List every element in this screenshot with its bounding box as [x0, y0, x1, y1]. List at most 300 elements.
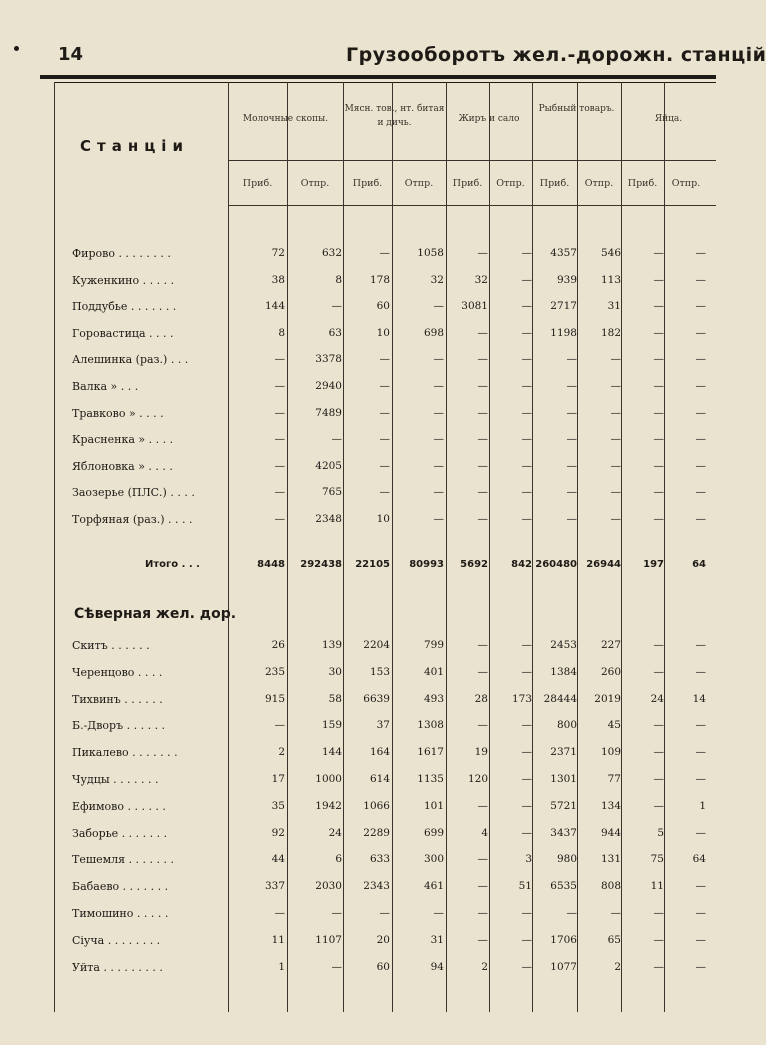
cell: 5 — [657, 826, 664, 839]
subheader-arrived: Приб. — [452, 178, 483, 189]
cell: — — [610, 486, 621, 499]
table-row — [0, 429, 716, 453]
cell: 6639 — [363, 692, 390, 705]
cell: — — [610, 433, 621, 446]
cell: — — [695, 459, 706, 472]
cell: 45 — [607, 719, 621, 732]
table-row — [0, 635, 716, 659]
cell: — — [477, 665, 488, 678]
cell: — — [610, 513, 621, 525]
group-header-eggs: Яйца. — [654, 114, 683, 124]
cell: — — [521, 380, 532, 392]
cell: — — [433, 380, 444, 392]
cell: 32 — [430, 273, 444, 286]
group-header-fat: Жиръ и сало — [458, 114, 520, 124]
cell: — — [477, 433, 488, 446]
station-name: Чудцы . . . . . . . — [72, 773, 159, 786]
cell: — — [477, 380, 488, 392]
cell: — — [331, 960, 342, 973]
cell: — — [695, 639, 706, 651]
cell: 8 — [278, 326, 285, 339]
cell: — — [695, 300, 706, 313]
cell: 101 — [423, 799, 444, 812]
cell: — — [695, 380, 706, 392]
cell: 1942 — [315, 799, 342, 812]
cell: — — [521, 353, 532, 366]
station-name: Травково » . . . . — [72, 406, 164, 420]
cell: 26 — [271, 639, 285, 651]
cell: — — [477, 880, 488, 893]
cell: 2019 — [594, 692, 621, 705]
cell: — — [521, 300, 532, 313]
cell: — — [477, 486, 488, 499]
station-name: Бабаево . . . . . . . — [72, 880, 169, 894]
cell: — — [521, 665, 532, 678]
cell: — — [653, 513, 664, 525]
table-row — [0, 930, 716, 954]
cell: 3378 — [315, 353, 342, 366]
cell: — — [521, 907, 532, 919]
cell: 7489 — [315, 406, 342, 419]
table-row — [0, 296, 716, 320]
cell: — — [610, 406, 621, 419]
station-name: Фирово . . . . . . . . — [72, 247, 171, 260]
cell: 64 — [692, 853, 706, 866]
cell: 614 — [369, 773, 390, 785]
cell: 944 — [600, 826, 621, 839]
cell: — — [566, 406, 577, 419]
cell: — — [653, 799, 664, 812]
cell: 1384 — [550, 665, 577, 678]
cell: 30 — [328, 665, 342, 678]
cell: — — [653, 300, 664, 313]
cell: 17 — [271, 773, 285, 785]
group-header-dairy: Молочные скопы. — [242, 114, 329, 124]
cell: — — [379, 353, 390, 366]
station-name: Пикалево . . . . . . . — [72, 746, 178, 760]
cell: 182 — [600, 326, 621, 339]
cell: — — [695, 486, 706, 499]
cell: — — [331, 300, 342, 313]
cell: — — [653, 273, 664, 286]
cell: — — [331, 907, 342, 919]
cell: 227 — [600, 639, 621, 651]
cell: 2371 — [550, 746, 577, 759]
cell: 699 — [423, 826, 444, 839]
table-row — [0, 796, 716, 820]
cell: 3437 — [550, 826, 577, 839]
cell: 1000 — [315, 773, 342, 785]
cell: 26944 — [586, 559, 621, 570]
cell: — — [521, 513, 532, 525]
cell: — — [521, 933, 532, 946]
station-name: Тимошино . . . . . — [72, 907, 169, 920]
cell: 6 — [335, 853, 342, 866]
cell: 1706 — [550, 933, 577, 946]
cell: 10 — [376, 326, 390, 339]
cell: — — [477, 353, 488, 366]
cell: 38 — [271, 273, 285, 286]
cell: — — [610, 380, 621, 392]
table-row — [0, 662, 716, 686]
table-row — [0, 403, 716, 427]
cell: — — [653, 433, 664, 446]
cell: 765 — [321, 486, 342, 499]
cell: 1308 — [417, 719, 444, 732]
cell: — — [477, 247, 488, 259]
cell: 51 — [518, 880, 532, 893]
cell: 980 — [556, 853, 577, 866]
cell: 915 — [264, 692, 285, 705]
cell: — — [653, 247, 664, 259]
cell: 2717 — [550, 300, 577, 313]
table-row — [0, 876, 716, 900]
binding-hole-mark — [14, 46, 19, 51]
cell: — — [566, 459, 577, 472]
cell: — — [695, 880, 706, 893]
cell: — — [477, 907, 488, 919]
table-row — [0, 323, 716, 347]
cell: — — [433, 513, 444, 525]
cell: 153 — [369, 665, 390, 678]
cell: 20 — [376, 933, 390, 946]
total-label: Итого . . . — [145, 559, 200, 570]
station-name: Заозерье (ПЛС.) . . . . — [72, 486, 195, 500]
cell: — — [433, 907, 444, 919]
cell: 37 — [376, 719, 390, 732]
cell: 401 — [423, 665, 444, 678]
group-header-meat: Мясн. тов., нт. битая и дичь. — [344, 104, 445, 128]
cell: — — [695, 746, 706, 759]
subheader-shipped: Отпр. — [300, 178, 330, 189]
cell: 197 — [643, 559, 664, 570]
cell: 2204 — [363, 639, 390, 651]
station-name: Красненка » . . . . — [72, 433, 174, 447]
cell: 235 — [264, 665, 285, 678]
table-row — [0, 509, 716, 533]
cell: 77 — [607, 773, 621, 785]
cell: 109 — [600, 746, 621, 759]
cell: — — [379, 486, 390, 499]
station-name: Валка » . . . — [72, 380, 139, 393]
cell: 144 — [264, 300, 285, 313]
cell: — — [433, 433, 444, 446]
cell: — — [477, 799, 488, 812]
cell: 28 — [474, 692, 488, 705]
cell: — — [379, 247, 390, 259]
cell: — — [695, 933, 706, 946]
cell: — — [695, 960, 706, 973]
cell: — — [653, 665, 664, 678]
cell: 1198 — [550, 326, 577, 339]
station-name: Куженкино . . . . . — [72, 273, 175, 287]
station-name: Скитъ . . . . . . — [72, 639, 150, 652]
cell: — — [521, 406, 532, 419]
cell: 698 — [423, 326, 444, 339]
cell: — — [379, 459, 390, 472]
cell: 1617 — [417, 746, 444, 759]
cell: — — [610, 459, 621, 472]
cell: 2453 — [550, 639, 577, 651]
station-name: Ефимово . . . . . . — [72, 799, 166, 813]
cell: — — [566, 907, 577, 919]
station-name: Уйта . . . . . . . . . — [72, 960, 163, 974]
cell: 64 — [692, 559, 706, 570]
cell: — — [695, 247, 706, 259]
cell: — — [433, 353, 444, 366]
cell: 58 — [328, 692, 342, 705]
table-row — [0, 823, 716, 847]
cell: 2348 — [315, 513, 342, 525]
cell: — — [433, 486, 444, 499]
cell: 1066 — [363, 799, 390, 812]
cell: 72 — [271, 247, 285, 259]
cell: — — [610, 907, 621, 919]
cell: 461 — [423, 880, 444, 893]
subheader-arrived: Приб. — [627, 178, 658, 189]
cell: 11 — [271, 933, 285, 946]
cell: — — [566, 433, 577, 446]
cell: — — [521, 486, 532, 499]
cell: — — [521, 273, 532, 286]
subheader-shipped: Отпр. — [404, 178, 434, 189]
cell: — — [477, 326, 488, 339]
cell: 5721 — [550, 799, 577, 812]
cell: 44 — [271, 853, 285, 866]
page-number: 14 — [58, 44, 84, 65]
stations-column-header: Станціи — [80, 137, 189, 155]
cell: — — [379, 433, 390, 446]
cell: 94 — [430, 960, 444, 973]
cell: — — [521, 826, 532, 839]
cell: 28444 — [543, 692, 577, 705]
cell: 1301 — [550, 773, 577, 785]
cell: — — [566, 513, 577, 525]
cell: 300 — [423, 853, 444, 866]
cell: 2030 — [315, 880, 342, 893]
cell: — — [695, 665, 706, 678]
subheader-shipped: Отпр. — [496, 178, 525, 189]
cell: — — [653, 486, 664, 499]
group-header-fish: Рыбный товаръ. — [538, 104, 615, 114]
station-name: Торфяная (раз.) . . . . — [72, 513, 193, 526]
cell: — — [379, 406, 390, 419]
cell: — — [274, 719, 285, 732]
cell: 22105 — [355, 559, 390, 570]
cell: 164 — [369, 746, 390, 759]
cell: — — [477, 719, 488, 732]
cell: — — [521, 459, 532, 472]
cell: 546 — [600, 247, 621, 259]
cell: — — [477, 513, 488, 525]
subheader-shipped: Отпр. — [671, 178, 701, 189]
cell: 4 — [481, 826, 488, 839]
station-name: Тешемля . . . . . . . — [72, 853, 175, 867]
table-row — [0, 482, 716, 506]
cell: — — [521, 433, 532, 446]
cell: — — [521, 719, 532, 732]
cell: — — [433, 300, 444, 313]
table-row — [0, 349, 716, 373]
cell: — — [433, 459, 444, 472]
cell: — — [477, 853, 488, 866]
cell: 800 — [556, 719, 577, 732]
cell: 808 — [600, 880, 621, 893]
header-rule-thick — [40, 75, 716, 79]
cell: 11 — [650, 880, 664, 893]
table-row — [0, 456, 716, 480]
cell: — — [695, 406, 706, 419]
cell: — — [695, 513, 706, 525]
table-row — [0, 742, 716, 766]
cell: 14 — [692, 692, 706, 705]
station-name: Черенцово . . . . — [72, 665, 163, 679]
station-name: Б.-Дворъ . . . . . . — [72, 719, 166, 733]
cell: 31 — [607, 300, 621, 313]
cell: — — [477, 406, 488, 419]
cell: — — [653, 719, 664, 732]
cell: 2289 — [363, 826, 390, 839]
cell: — — [653, 326, 664, 339]
cell: 80993 — [409, 559, 444, 570]
subheader-arrived: Приб. — [242, 178, 273, 189]
cell: 35 — [271, 799, 285, 812]
table-row — [0, 243, 716, 267]
cell: — — [274, 433, 285, 446]
cell: — — [521, 247, 532, 259]
table-row — [0, 689, 716, 713]
cell: — — [274, 459, 285, 472]
cell: 1 — [278, 960, 285, 973]
cell: 2 — [481, 960, 488, 973]
cell: — — [653, 459, 664, 472]
cell: 24 — [650, 692, 664, 705]
cell: — — [653, 639, 664, 651]
cell: — — [433, 406, 444, 419]
cell: 842 — [511, 559, 532, 570]
cell: 4205 — [315, 459, 342, 472]
cell: 19 — [474, 746, 488, 759]
cell: 2343 — [363, 880, 390, 893]
cell: — — [653, 406, 664, 419]
cell: — — [695, 719, 706, 732]
table-row — [0, 270, 716, 294]
section-title: Сѣверная жел. дор. — [74, 606, 237, 622]
cell: — — [521, 639, 532, 651]
cell: 173 — [511, 692, 532, 705]
table-row — [0, 376, 716, 400]
station-name: Тихвинъ . . . . . . — [72, 692, 163, 706]
cell: 1 — [699, 799, 706, 812]
cell: 75 — [650, 853, 664, 866]
cell: 939 — [556, 273, 577, 286]
cell: — — [379, 380, 390, 392]
subheader-shipped: Отпр. — [584, 178, 614, 189]
cell: 113 — [600, 273, 621, 286]
cell: — — [274, 486, 285, 499]
cell: 3081 — [461, 300, 488, 313]
cell: 337 — [264, 880, 285, 893]
page-title: Грузооборотъ жел.-дорожн. станцій — [346, 44, 766, 66]
cell: — — [653, 746, 664, 759]
cell: — — [379, 907, 390, 919]
station-name: Поддубье . . . . . . . — [72, 300, 177, 314]
cell: — — [695, 826, 706, 839]
cell: — — [566, 380, 577, 392]
cell: 632 — [321, 247, 342, 259]
station-name: Сіуча . . . . . . . . — [72, 933, 161, 947]
cell: 1107 — [315, 933, 342, 946]
cell: 1058 — [417, 247, 444, 259]
cell: — — [610, 353, 621, 366]
cell: — — [274, 907, 285, 919]
cell: 134 — [600, 799, 621, 812]
subheader-arrived: Приб. — [352, 178, 383, 189]
cell: 178 — [369, 273, 390, 286]
cell: — — [653, 907, 664, 919]
cell: — — [695, 326, 706, 339]
cell: 5692 — [460, 559, 488, 570]
cell: 3 — [525, 853, 532, 866]
cell: 60 — [376, 960, 390, 973]
cell: 131 — [600, 853, 621, 866]
cell: 8448 — [257, 559, 285, 570]
cell: 2 — [614, 960, 621, 973]
cell: — — [274, 513, 285, 525]
cell: — — [274, 406, 285, 419]
cell: — — [653, 353, 664, 366]
subheader-arrived: Приб. — [539, 178, 570, 189]
cell: 2940 — [315, 380, 342, 392]
cell: — — [653, 773, 664, 785]
table-row — [0, 849, 716, 873]
table-row — [0, 715, 716, 739]
cell: — — [477, 459, 488, 472]
cell: 6535 — [550, 880, 577, 893]
cell: — — [566, 486, 577, 499]
cell: 799 — [423, 639, 444, 651]
table-row-total — [0, 555, 716, 579]
cell: 8 — [335, 273, 342, 286]
cell: 31 — [430, 933, 444, 946]
cell: — — [331, 433, 342, 446]
table-row — [0, 769, 716, 793]
station-name: Горовастица . . . . — [72, 326, 174, 340]
cell: 65 — [607, 933, 621, 946]
cell: 260 — [600, 665, 621, 678]
cell: — — [653, 380, 664, 392]
cell: 60 — [376, 300, 390, 313]
cell: 63 — [328, 326, 342, 339]
table-row — [0, 903, 716, 927]
cell: — — [566, 353, 577, 366]
header-rule-thin — [54, 82, 716, 83]
cell: 120 — [467, 773, 488, 785]
cell: — — [477, 933, 488, 946]
station-name: Алешинка (раз.) . . . — [72, 353, 189, 367]
cell: — — [695, 433, 706, 446]
station-name: Яблоновка » . . . . — [72, 459, 173, 473]
cell: 139 — [321, 639, 342, 651]
cell: — — [695, 273, 706, 286]
cell: 292438 — [300, 559, 342, 570]
cell: 92 — [271, 826, 285, 839]
cell: 4357 — [550, 247, 577, 259]
cell: 1135 — [417, 773, 444, 785]
cell: — — [521, 799, 532, 812]
table-row — [0, 957, 716, 981]
cell: — — [653, 933, 664, 946]
